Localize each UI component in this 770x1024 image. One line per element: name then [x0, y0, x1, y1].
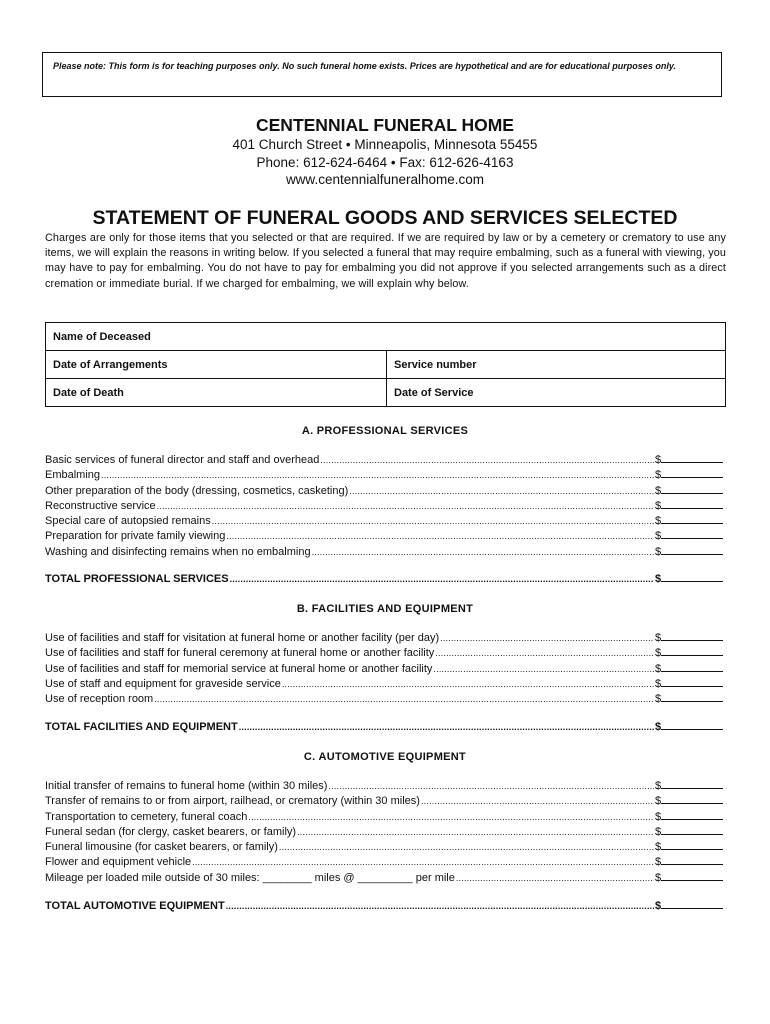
- line-item[interactable]: [45, 515, 726, 530]
- statement-title: STATEMENT OF FUNERAL GOODS AND SERVICES SELECTED: [92, 207, 678, 229]
- date-of-arrangements-field[interactable]: [46, 351, 386, 378]
- date-of-arrangements-label: Date of Arrangements: [53, 358, 168, 371]
- section-c-items: [45, 780, 726, 887]
- date-of-service-field[interactable]: [386, 379, 725, 406]
- name-of-deceased-field[interactable]: [46, 323, 725, 350]
- amount-field[interactable]: [661, 848, 723, 850]
- line-item[interactable]: [45, 500, 726, 515]
- item-label: Other preparation of the body (dressing, cosmetics, casketing): [45, 484, 349, 497]
- info-row-dates: [46, 379, 725, 406]
- section-b-items: [45, 632, 726, 708]
- item-label: Special care of autopsied remains: [45, 515, 211, 528]
- line-item[interactable]: [45, 632, 726, 647]
- funeral-home-phone: Phone: 612-624-6464 • Fax: 612-626-4163: [256, 154, 514, 170]
- item-label: Embalming: [45, 469, 101, 482]
- currency-symbol: $: [655, 499, 662, 512]
- amount-field[interactable]: [661, 685, 723, 687]
- amount-field[interactable]: [661, 802, 723, 804]
- statement-intro: Charges are only for those items that you selected or that are required. If we are required by law or by a cemetery or crematory to use any items, we will explain the reasons in writing below. If you selected a funeral that may require embalming, such as a funeral with viewing, you may have to pay for embalming. You do not have to pay for embalming you did not approve if you selected arrangements such as a direct cremation or immediate burial. If we charged for embalming, we will explain why below.: [45, 232, 726, 290]
- total-row[interactable]: [45, 573, 726, 588]
- currency-symbol: $: [655, 856, 662, 869]
- amount-field[interactable]: [661, 863, 723, 865]
- amount-field[interactable]: [661, 507, 723, 509]
- line-item[interactable]: [45, 546, 726, 561]
- total-row[interactable]: [45, 721, 726, 736]
- line-item[interactable]: [45, 530, 726, 545]
- item-label: Use of facilities and staff for visitation at funeral home or another facility (per day): [45, 632, 440, 644]
- amount-field[interactable]: [661, 553, 723, 555]
- currency-symbol: $: [655, 795, 662, 808]
- section-a-title: A. PROFESSIONAL SERVICES: [301, 425, 469, 437]
- line-item[interactable]: [45, 454, 726, 469]
- item-label: Transfer of remains to or from airport, railhead, or crematory (within 30 miles): [45, 795, 420, 808]
- disclaimer-note: [42, 52, 722, 97]
- item-label: Use of reception room: [45, 693, 154, 706]
- funeral-home-name: CENTENNIAL FUNERAL HOME: [256, 115, 514, 135]
- item-label: Flower and equipment vehicle: [45, 856, 192, 869]
- item-label: Use of facilities and staff for memorial service at funeral home or another facility: [45, 662, 433, 675]
- currency-symbol: $: [655, 647, 662, 660]
- date-of-death-field[interactable]: [46, 379, 386, 406]
- currency-symbol: $: [655, 721, 662, 733]
- amount-field[interactable]: [661, 476, 723, 478]
- total-label: TOTAL AUTOMOTIVE EQUIPMENT: [45, 900, 225, 912]
- item-label: Transportation to cemetery, funeral coach: [45, 810, 248, 823]
- service-number-field[interactable]: [386, 351, 725, 378]
- amount-field[interactable]: [661, 818, 723, 820]
- line-item[interactable]: [45, 485, 726, 500]
- currency-symbol: $: [655, 841, 662, 854]
- line-item[interactable]: [45, 856, 726, 871]
- currency-symbol: $: [655, 484, 662, 497]
- currency-symbol: $: [655, 780, 662, 792]
- currency-symbol: $: [655, 825, 662, 838]
- deceased-info-table: [45, 322, 726, 407]
- line-item[interactable]: [45, 647, 726, 662]
- section-b-title: B. FACILITIES AND EQUIPMENT: [296, 603, 474, 615]
- currency-symbol: $: [655, 810, 662, 823]
- currency-symbol: $: [655, 900, 662, 912]
- date-of-death-label: Date of Death: [53, 386, 124, 399]
- item-label: Funeral sedan (for clergy, casket bearers, or family): [45, 825, 297, 838]
- currency-symbol: $: [655, 530, 662, 543]
- funeral-home-website: www.centennialfuneralhome.com: [285, 172, 485, 187]
- amount-field[interactable]: [661, 879, 723, 881]
- amount-field[interactable]: [661, 461, 723, 463]
- item-label: Use of staff and equipment for graveside service: [45, 677, 281, 690]
- date-of-service-label: Date of Service: [394, 386, 474, 399]
- currency-symbol: $: [655, 677, 662, 690]
- line-item[interactable]: [45, 469, 726, 484]
- item-label: Funeral limousine (for casket bearers, or family): [45, 841, 278, 854]
- line-item[interactable]: [45, 693, 726, 708]
- total-amount-field[interactable]: [661, 907, 723, 909]
- currency-symbol: $: [655, 662, 662, 675]
- section-c-title: C. AUTOMOTIVE EQUIPMENT: [303, 751, 467, 763]
- currency-symbol: $: [655, 454, 662, 466]
- total-amount-field[interactable]: [661, 580, 723, 582]
- currency-symbol: $: [655, 693, 662, 706]
- currency-symbol: $: [655, 469, 662, 482]
- amount-field[interactable]: [661, 787, 723, 789]
- currency-symbol: $: [655, 871, 662, 884]
- currency-symbol: $: [655, 632, 662, 644]
- amount-field[interactable]: [661, 654, 723, 656]
- total-label: TOTAL FACILITIES AND EQUIPMENT: [45, 721, 238, 733]
- funeral-home-address: 401 Church Street • Minneapolis, Minnesota 55455: [232, 137, 538, 152]
- line-item[interactable]: [45, 841, 726, 856]
- item-label: Initial transfer of remains to funeral home (within 30 miles): [45, 780, 328, 792]
- amount-field[interactable]: [661, 639, 723, 641]
- line-item[interactable]: [45, 795, 726, 810]
- name-of-deceased-label: Name of Deceased: [53, 330, 151, 343]
- item-label: Preparation for private family viewing: [45, 530, 226, 543]
- item-label: Use of facilities and staff for funeral ceremony at funeral home or another facility: [45, 647, 435, 660]
- info-row-arrangements: [46, 351, 725, 379]
- funeral-home-header: [0, 114, 770, 189]
- section-b-total: [45, 721, 726, 736]
- item-label: Mileage per loaded mile outside of 30 miles: ________ miles @ _________ per mile: [45, 871, 455, 884]
- amount-field[interactable]: [661, 522, 723, 524]
- total-amount-field[interactable]: [661, 728, 723, 730]
- amount-field[interactable]: [661, 492, 723, 494]
- item-label: Washing and disinfecting remains when no embalming: [45, 545, 311, 558]
- info-row-deceased: [46, 323, 725, 351]
- section-a-total: [45, 573, 726, 588]
- line-item[interactable]: [45, 872, 726, 887]
- currency-symbol: $: [655, 545, 662, 558]
- currency-symbol: $: [655, 573, 662, 585]
- line-item[interactable]: [45, 811, 726, 826]
- amount-field[interactable]: [661, 833, 723, 835]
- section-c-total: [45, 900, 726, 915]
- total-row[interactable]: [45, 900, 726, 915]
- amount-field[interactable]: [661, 670, 723, 672]
- disclaimer-text: Please note: This form is for teaching purposes only. No such funeral home exists. Prices are hypothetical and are for educational purposes only.: [53, 61, 676, 71]
- line-item[interactable]: [45, 663, 726, 678]
- line-item[interactable]: [45, 678, 726, 693]
- line-item[interactable]: [45, 780, 726, 795]
- item-label: Basic services of funeral director and staff and overhead: [45, 454, 320, 466]
- item-label: Reconstructive service: [45, 499, 156, 512]
- amount-field[interactable]: [661, 700, 723, 702]
- amount-field[interactable]: [661, 537, 723, 539]
- service-number-label: Service number: [394, 358, 477, 371]
- currency-symbol: $: [655, 515, 662, 528]
- section-a-items: [45, 454, 726, 561]
- line-item[interactable]: [45, 826, 726, 841]
- total-label: TOTAL PROFESSIONAL SERVICES: [45, 573, 229, 585]
